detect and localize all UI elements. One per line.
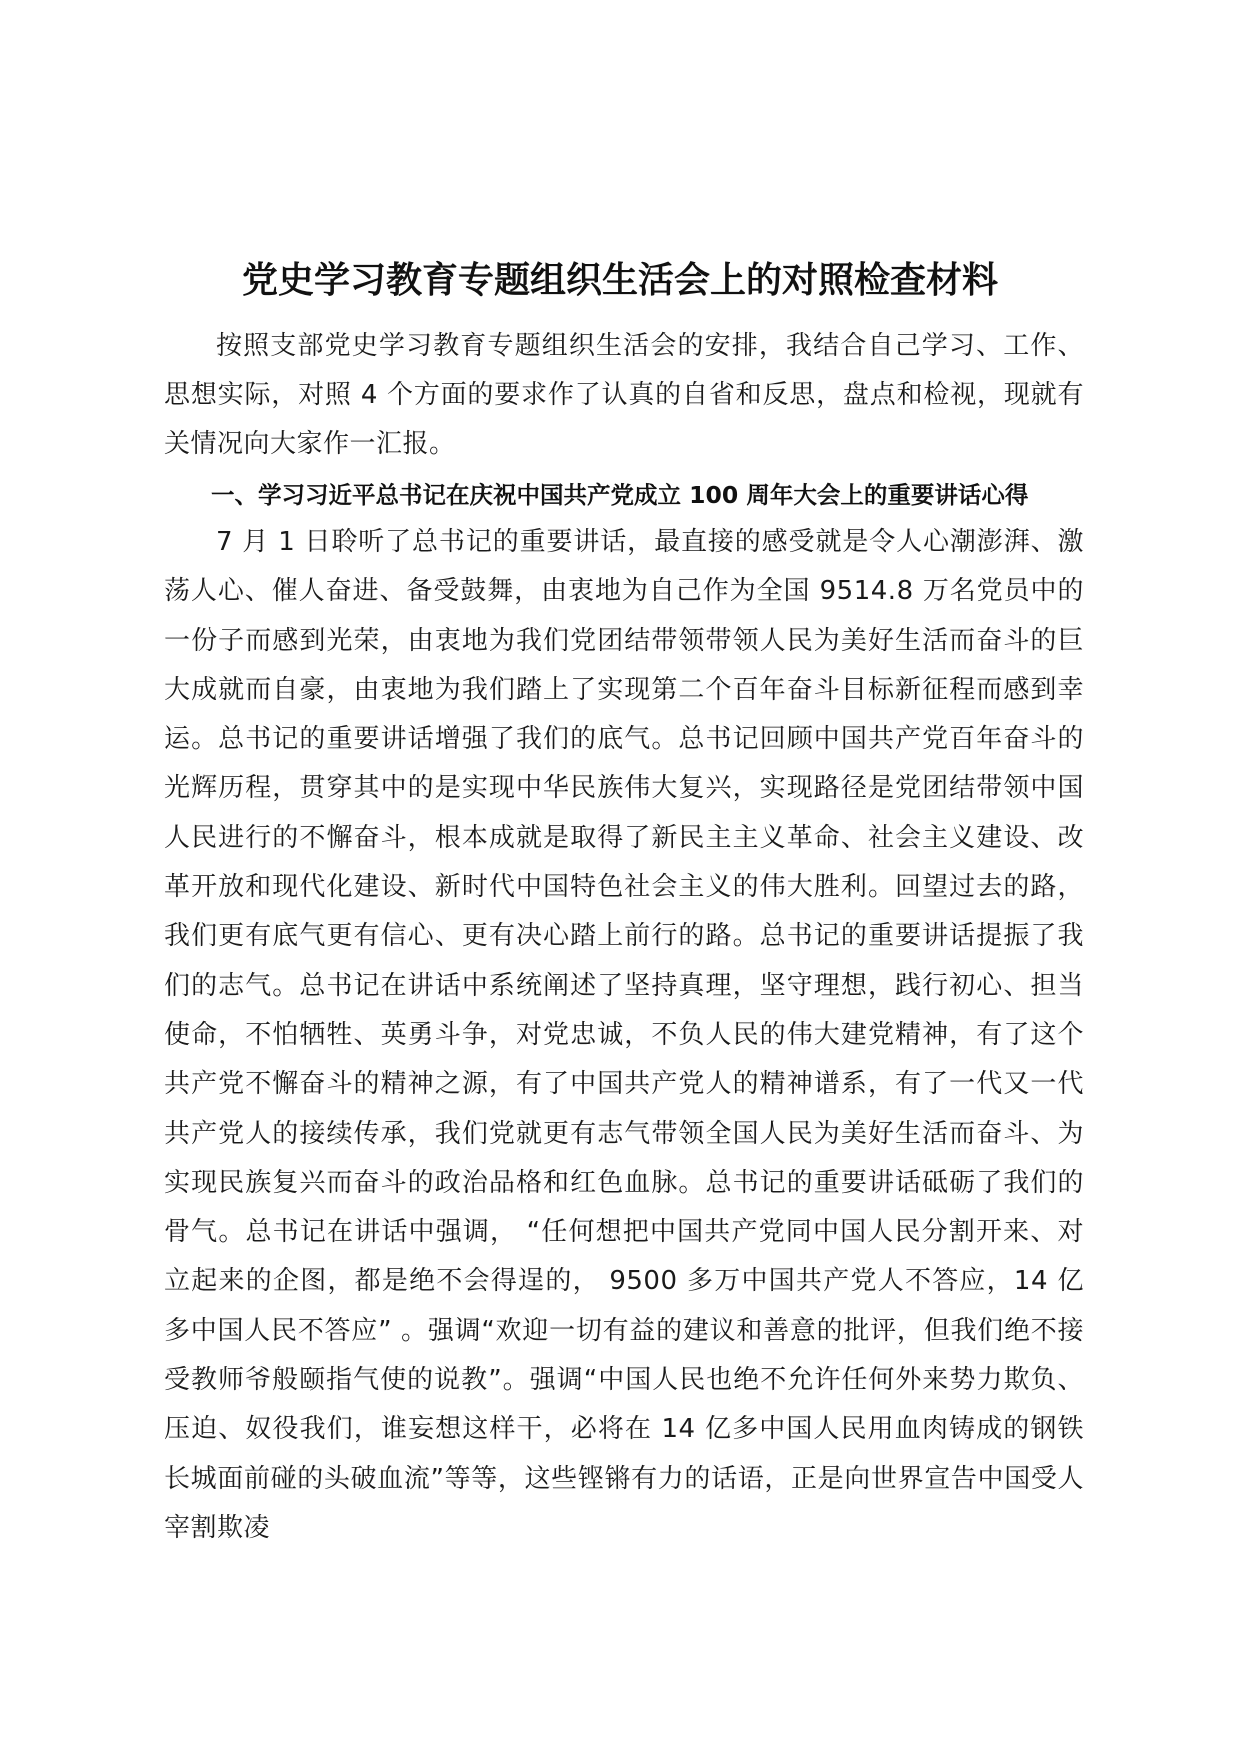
- document-title: 党史学习教育专题组织生活会上的对照检查材料: [241, 259, 998, 301]
- intro-paragraph: 按照支部党史学习教育专题组织生活会的安排，我结合自己学习、工作、思想实际，对照 4 个方面的要求作了认真的自省和反思，盘点和检视，现就有关情况向大家作一汇报。: [164, 331, 1084, 459]
- section-1-paragraph: 7 月 1 日聆听了总书记的重要讲话，最直接的感受就是令人心潮澎湃、激荡人心、催人奋进、备受鼓舞，由衷地为自己作为全国 9514.8 万名党员中的一份子而感到光荣，由衷地为我们党团结带领带领人民为美好生活而奋斗的巨大成就而自豪，由衷地为我们踏上了实现第二个百年奋斗目标新征程而感到幸运。总书记的重要讲话增强了我们的底气。总书记回顾中国共产党百年奋斗的光辉历程，贯穿其中的是实现中华民族伟大复兴，实现路径是党团结带领中国人民进行的不懈奋斗，根本成就是取得了新民主主义革命、社会主义建设、改革开放和现代化建设、新时代中国特色社会主义的伟大胜利。回望过去的路，我们更有底气更有信心、更有决心踏上前行的路。总书记的重要讲话提振了我们的志气。总书记在讲话中系统阐述了坚持真理，坚守理想，践行初心、担当使命，不怕牺牲、英勇斗争，对党忠诚，不负人民的伟大建党精神，有了这个共产党不懈奋斗的精神之源，有了中国共产党人的精神谱系，有了一代又一代共产党人的接续传承，我们党就更有志气带领全国人民为美好生活而奋斗、为实现民族复兴而奋斗的政治品格和红色血脉。总书记的重要讲话砥砺了我们的骨气。总书记在讲话中强调， “任何想把中国共产党同中国人民分割开来、对立起来的企图，都是绝不会得逞的， 9500 多万中国共产党人不答应，14 亿多中国人民不答应” 。强调“欢迎一切有益的建议和善意的批评，但我们绝不接受教师爷般颐指气使的说教”。强调“中国人民也绝不允许任何外来势力欺负、压迫、奴役我们，谁妄想这样干，必将在 14 亿多中国人民用血肉铸成的钢铁长城面前碰的头破血流”等等，这些铿锵有力的话语，正是向世界宣告中国受人宰割欺凌: [164, 527, 1084, 1543]
- section-heading-1: 一、学习习近平总书记在庆祝中国共产党成立 100 周年大会上的重要讲话心得: [211, 481, 1029, 509]
